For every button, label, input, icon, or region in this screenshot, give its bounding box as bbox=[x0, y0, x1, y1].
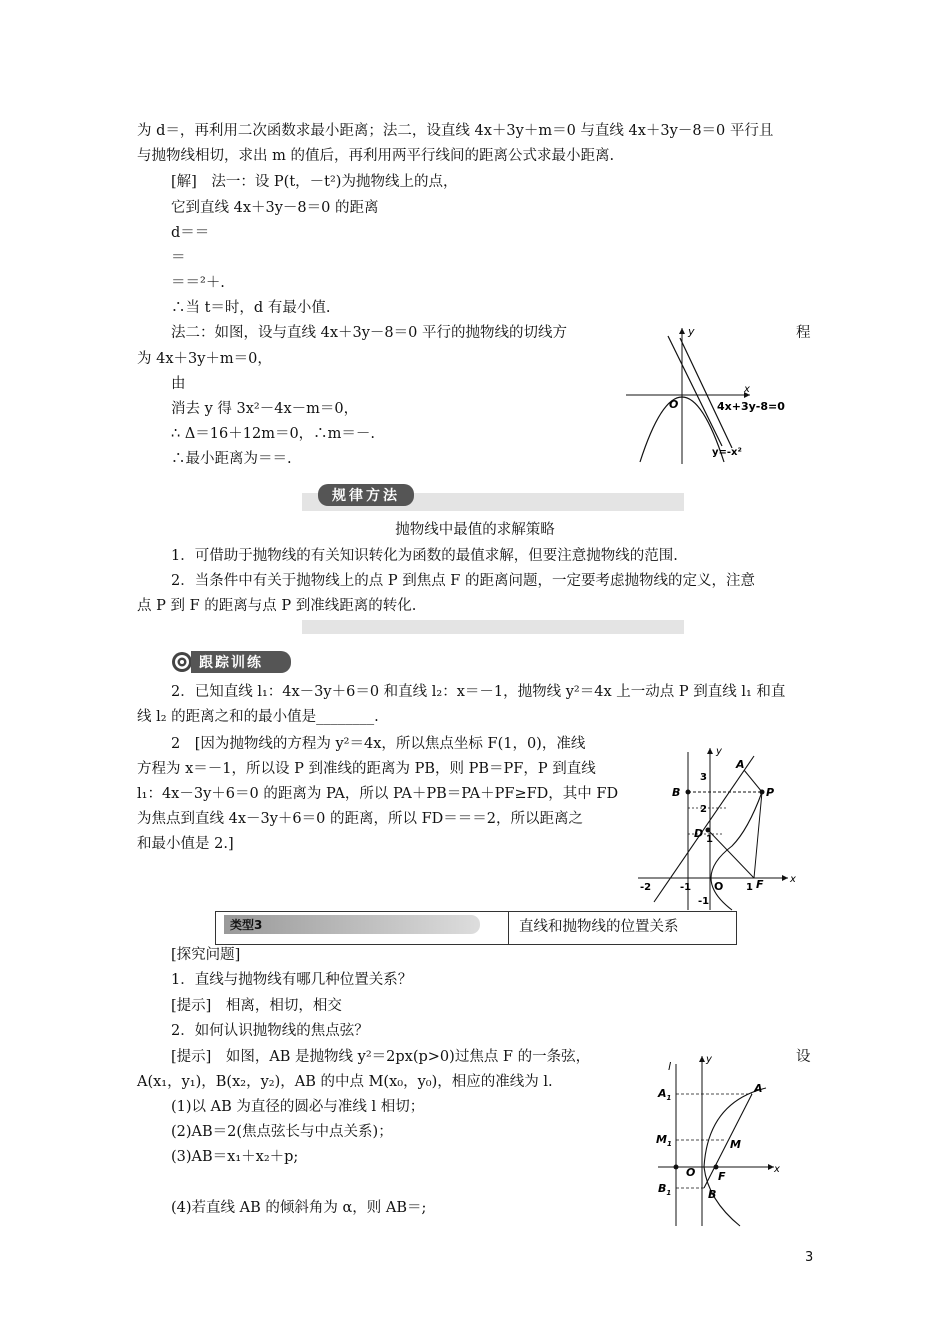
y-label: y bbox=[716, 746, 722, 757]
point-p bbox=[760, 790, 765, 795]
label-a: A bbox=[754, 1082, 763, 1095]
text-line: ∴当 t＝时，d 有最小值. bbox=[171, 300, 331, 316]
directrix-point bbox=[674, 1165, 679, 1170]
text-line: 线 l₂ 的距离之和的最小值是________. bbox=[137, 709, 379, 725]
label-d: D bbox=[694, 827, 704, 840]
tangent-line bbox=[668, 336, 722, 446]
text-line: ＝ bbox=[171, 250, 186, 266]
type3-title: 直线和抛物线的位置关系 bbox=[519, 919, 679, 935]
text-line: [解] 法一：设 P(t，－t²)为抛物线上的点， bbox=[171, 174, 458, 190]
pa-segment bbox=[744, 770, 762, 792]
focus-point bbox=[714, 1165, 719, 1170]
type3-left bbox=[216, 912, 509, 944]
pf-segment bbox=[754, 792, 762, 878]
figure-focal-chord bbox=[654, 1050, 784, 1228]
method-footer-bar bbox=[302, 620, 684, 634]
line-label: 4x+3y-8=0 bbox=[717, 400, 785, 413]
text-line: l₁：4x－3y＋6＝0 的距离为 PA，所以 PA＋PB＝PA＋PF≥FD，其中 FD bbox=[137, 786, 619, 802]
label-f: F bbox=[756, 878, 764, 891]
tick-label: 1 bbox=[746, 882, 753, 893]
label-b1: $B_1$ bbox=[658, 1182, 672, 1197]
origin-label: O bbox=[714, 880, 724, 893]
text-line: 方程为 x＝－1，所以设 P 到准线的距离为 PB，则 PB＝PF，P 到直线 bbox=[137, 761, 596, 777]
origin-label: O bbox=[686, 1166, 696, 1179]
fd-segment bbox=[708, 830, 754, 878]
label-b: B bbox=[708, 1188, 717, 1201]
label-p: P bbox=[766, 786, 775, 799]
text-line: 它到直线 4x＋3y－8＝0 的距离 bbox=[171, 200, 379, 216]
tracking-header bbox=[171, 651, 291, 673]
origin-label: O bbox=[669, 398, 679, 411]
text-line: (2)AB＝2(焦点弦长与中点关系)； bbox=[171, 1124, 393, 1140]
text-line: 由 bbox=[171, 376, 186, 392]
text-line: d＝＝ bbox=[171, 225, 210, 241]
label-m: M bbox=[730, 1138, 741, 1151]
figure-parabola-distance bbox=[636, 742, 802, 912]
text-line: 为焦点到直线 4x－3y＋6＝0 的距离，所以 FD＝＝＝2，所以距离之 bbox=[137, 811, 584, 827]
tick-label: 2 bbox=[700, 804, 707, 815]
tracking-badge: 跟踪训练 bbox=[191, 651, 291, 673]
text-line: 为 d＝，再利用二次函数求最小距离；法二，设直线 4x＋3y＋m＝0 与直线 4x＋3y－8＝0 平行且 bbox=[137, 123, 774, 139]
text-line: (1)以 AB 为直径的圆必与准线 l 相切； bbox=[171, 1099, 425, 1115]
text-line: (4)若直线 AB 的倾斜角为 α，则 AB＝; bbox=[171, 1200, 427, 1216]
tick-label: -2 bbox=[640, 882, 652, 893]
l-label: l bbox=[668, 1060, 672, 1073]
text-line: ∴最小距离为＝＝. bbox=[171, 451, 292, 467]
text-line: 消去 y 得 3x²－4x－m＝0， bbox=[171, 401, 359, 417]
text-line: ＝＝²＋. bbox=[171, 275, 225, 291]
y-label: y bbox=[688, 325, 695, 338]
target-icon bbox=[171, 651, 193, 673]
x-label: x bbox=[774, 1164, 780, 1175]
text-line: 设 bbox=[796, 1049, 811, 1065]
text-line: (3)AB＝x₁＋x₂＋p; bbox=[171, 1149, 299, 1165]
label-b: B bbox=[672, 786, 681, 799]
text-line: 2．如何认识抛物线的焦点弦？ bbox=[171, 1023, 369, 1039]
text-line: 点 P 到 F 的距离与点 P 到准线距离的转化. bbox=[137, 598, 417, 614]
parabola-curve bbox=[704, 1088, 766, 1226]
point-b bbox=[686, 790, 691, 795]
label-f: F bbox=[718, 1170, 726, 1183]
type3-badge: 类型3 bbox=[224, 915, 480, 934]
text-line: 1．可借助于抛物线的有关知识转化为函数的最值求解，但要注意抛物线的范围. bbox=[171, 548, 678, 564]
x-label: x bbox=[744, 384, 750, 395]
curve-label: y=-x² bbox=[712, 447, 742, 458]
label-m1: $M_1$ bbox=[656, 1133, 672, 1148]
text-line: [提示] 如图，AB 是抛物线 y²＝2px(p>0)过焦点 F 的一条弦， bbox=[171, 1049, 591, 1065]
text-line: 法二：如图，设与直线 4x＋3y－8＝0 平行的抛物线的切线方 bbox=[171, 325, 567, 341]
text-line: 为 4x＋3y＋m＝0， bbox=[137, 351, 272, 367]
x-label: x bbox=[790, 874, 796, 885]
tick-label: -1 bbox=[698, 896, 710, 907]
type3-box bbox=[215, 911, 737, 945]
text-line: ∴ Δ＝16＋12m＝0，∴m＝－. bbox=[171, 426, 376, 442]
text-line: 1．直线与抛物线有哪几种位置关系？ bbox=[171, 972, 413, 988]
method-badge: 规律方法 bbox=[318, 484, 414, 506]
tick-label: 3 bbox=[700, 772, 707, 783]
text-line: 和最小值是 2.] bbox=[137, 836, 234, 852]
text-line: 2 [因为抛物线的方程为 y²＝4x，所以焦点坐标 F(1，0)，准线 bbox=[171, 736, 586, 752]
text-line: A(x₁，y₁)，B(x₂，y₂)，AB 的中点 M(x₀，y₀)，相应的准线为 l. bbox=[137, 1074, 553, 1090]
figure-parabola-tangent bbox=[622, 322, 794, 468]
page-number: 3 bbox=[805, 1250, 814, 1265]
text-line: 2．已知直线 l₁：4x－3y＋6＝0 和直线 l₂：x＝－1，抛物线 y²＝4x 上一动点 P 到直线 l₁ 和直 bbox=[171, 684, 786, 700]
method-title: 抛物线中最值的求解策略 bbox=[395, 522, 555, 538]
y-label: y bbox=[706, 1054, 712, 1065]
given-line bbox=[680, 338, 732, 448]
text-line: 与抛物线相切，求出 m 的值后，再利用两平行线间的距离公式求最小距离. bbox=[137, 148, 615, 164]
tick-label: -1 bbox=[680, 882, 692, 893]
text-line: 程 bbox=[796, 325, 811, 341]
tick-label: 1 bbox=[706, 834, 713, 845]
label-a: A bbox=[736, 758, 745, 771]
text-line: 2．当条件中有关于抛物线上的点 P 到焦点 F 的距离问题，一定要考虑抛物线的定义，注意 bbox=[171, 573, 755, 589]
label-a1: $A_1$ bbox=[658, 1087, 672, 1102]
text-line: [提示] 相离，相切，相交 bbox=[171, 998, 342, 1014]
point-d bbox=[706, 828, 711, 833]
text-line: [探究问题] bbox=[171, 947, 241, 963]
